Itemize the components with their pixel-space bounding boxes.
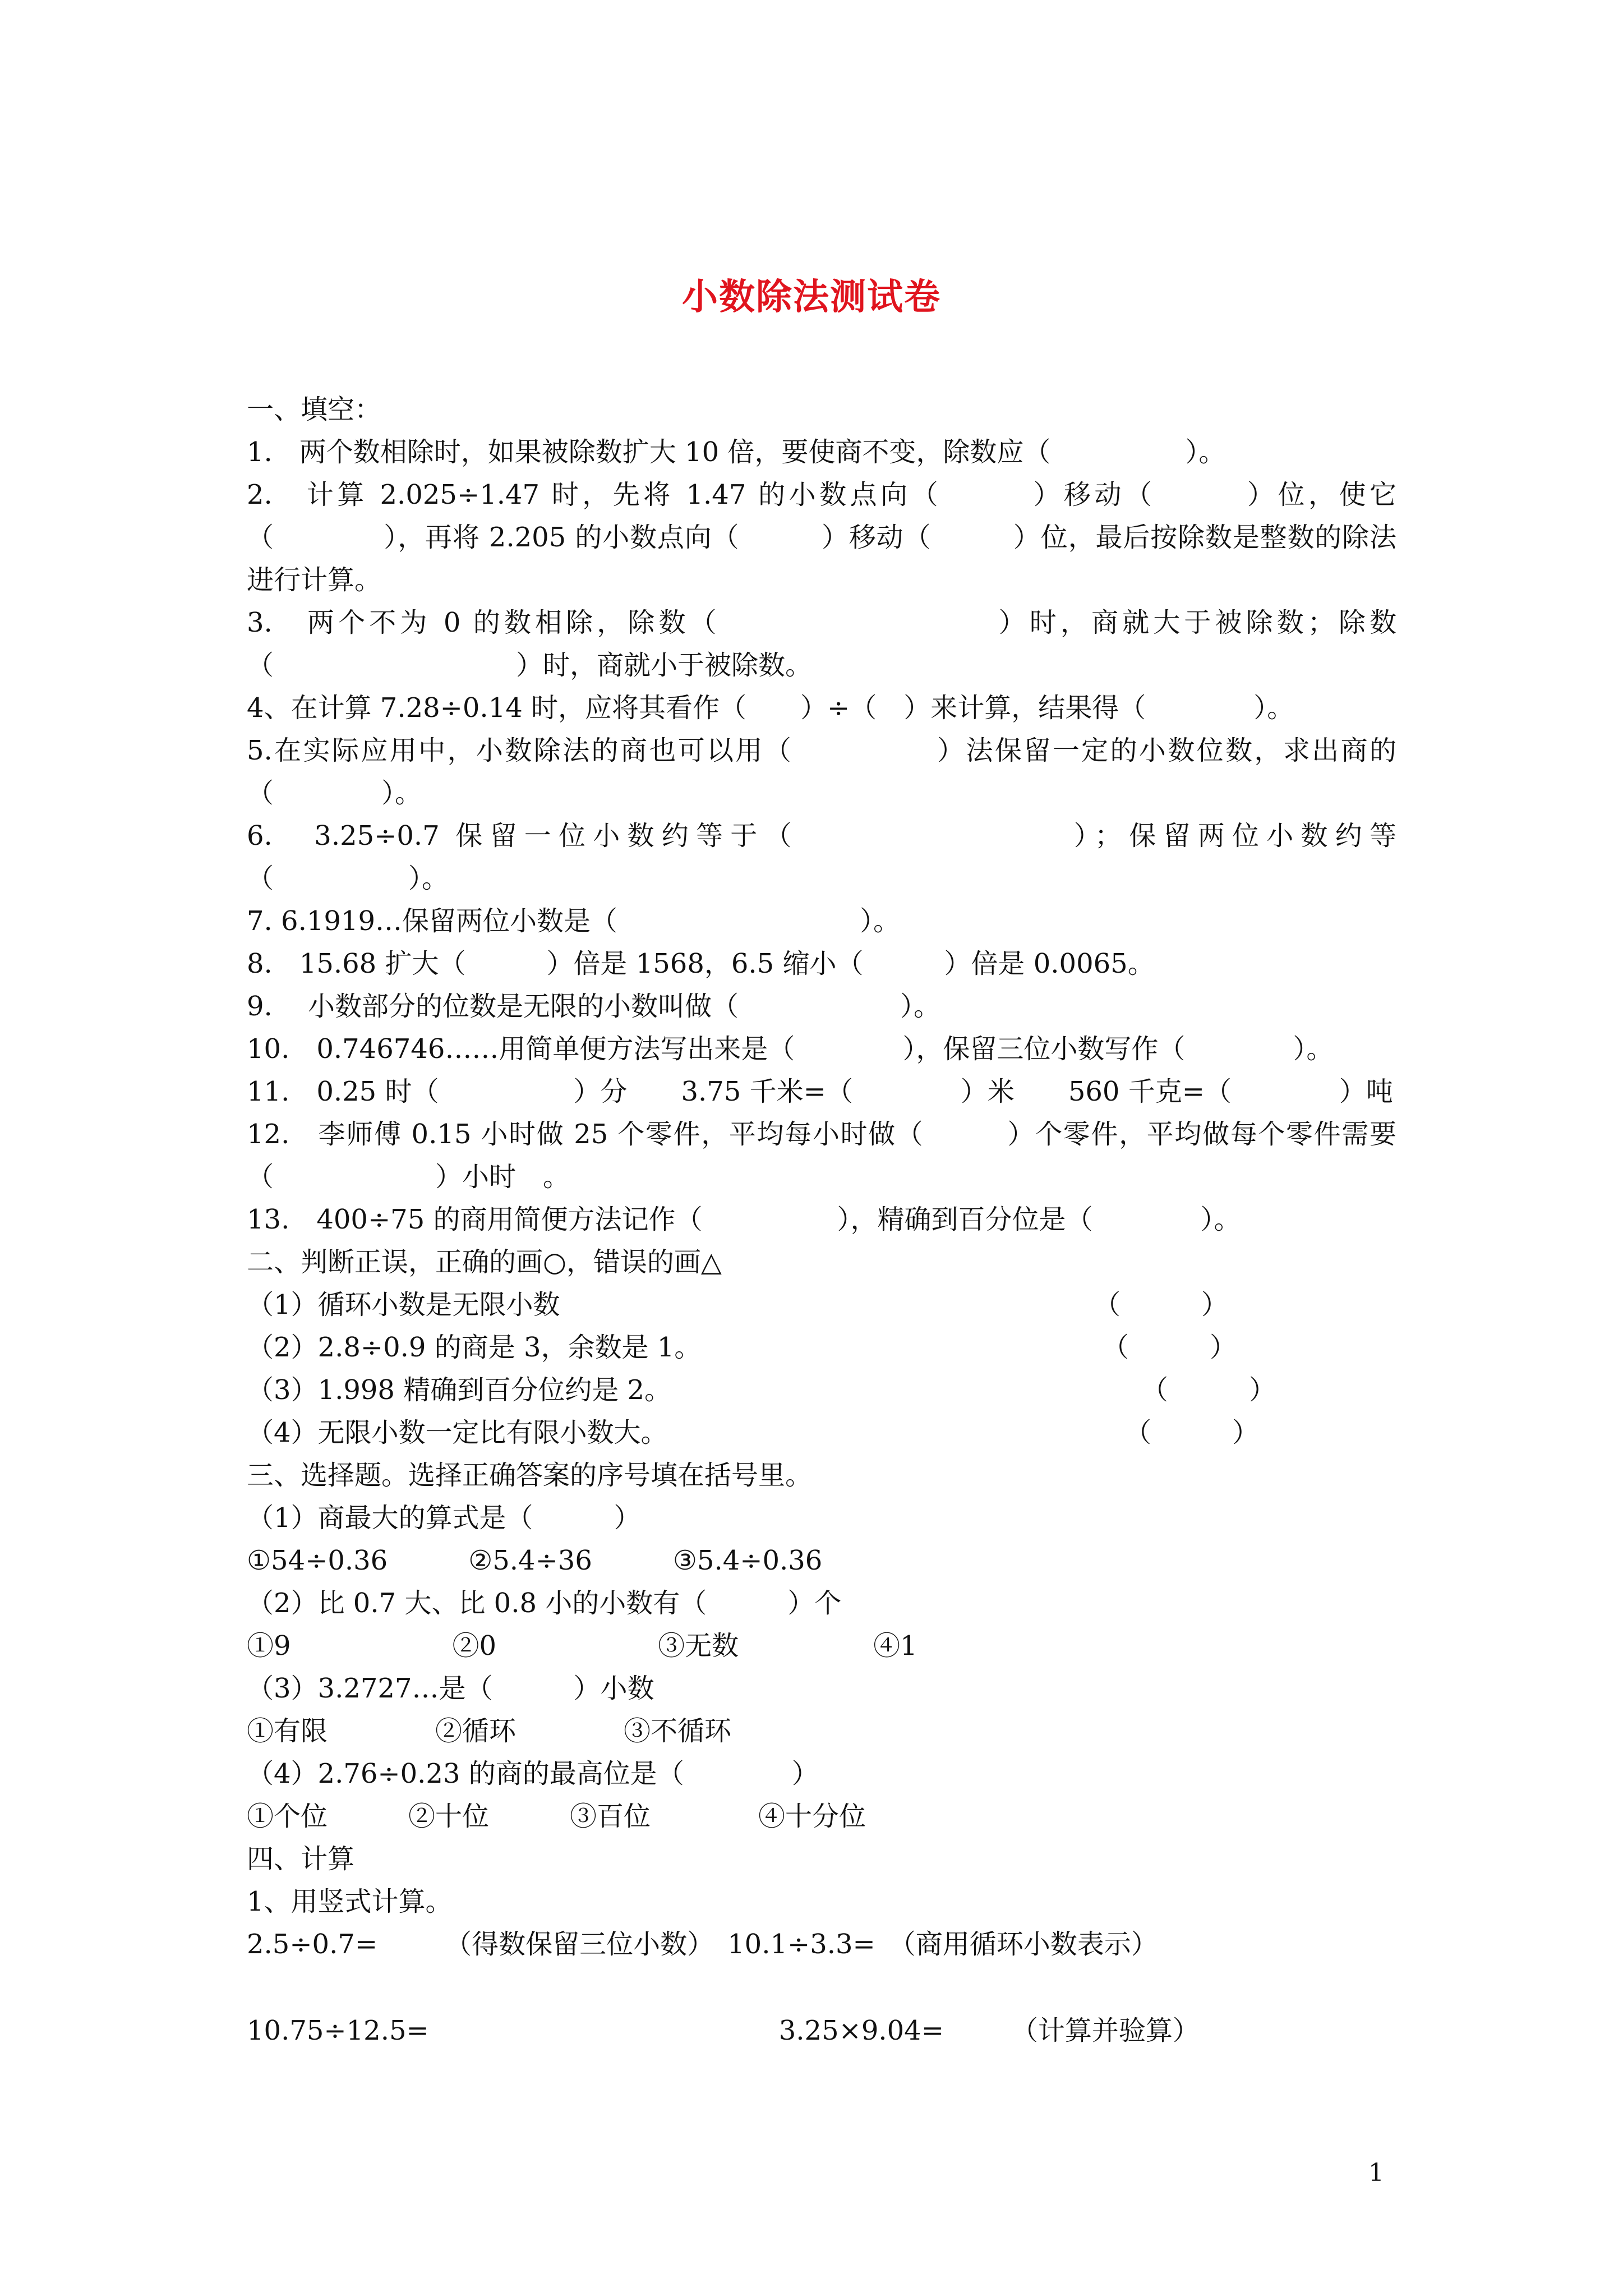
question-line: 9. 小数部分的位数是无限的小数叫做（ ）。 bbox=[247, 991, 941, 1022]
question-line: 11. 0.25 时（ ）分 3.75 千米=（ ）米 560 千克=（ ）吨 bbox=[247, 1076, 1393, 1107]
question-line: （ ）小时 。 bbox=[247, 1161, 570, 1193]
question-line: （ ），再将 2.205 的小数点向（ ）移动（ ）位，最后按除数是整数的除法 bbox=[247, 522, 1396, 553]
question-line: 进行计算。 bbox=[247, 564, 382, 596]
sub-heading: 1、用竖式计算。 bbox=[247, 1886, 453, 1917]
question-line: 12. 李师傅 0.15 小时做 25 个零件，平均每小时做（ ）个零件，平均做每个零件需要 bbox=[247, 1119, 1396, 1150]
choice-question: （3）3.2727…是（ ）小数 bbox=[247, 1673, 654, 1704]
section-heading: 二、判断正误，正确的画○，错误的画△ bbox=[247, 1246, 722, 1278]
question-line: 6. 3.25÷0.7 保留一位小数约等于（ ）；保留两位小数约等 bbox=[247, 820, 1396, 852]
question-line: 4、在计算 7.28÷0.14 时，应将其看作（ ）÷（ ）来计算，结果得（ ）。 bbox=[247, 692, 1294, 724]
section-heading: 三、选择题。选择正确答案的序号填在括号里。 bbox=[247, 1460, 813, 1491]
question-line: 5.在实际应用中，小数除法的商也可以用（ ）法保留一定的小数位数，求出商的 bbox=[247, 735, 1396, 766]
judge-item: （3）1.998 精确到百分位约是 2。 bbox=[247, 1374, 672, 1406]
section-heading: 一、填空： bbox=[247, 394, 382, 425]
choice-question: （1）商最大的算式是（ ） bbox=[247, 1502, 641, 1534]
choice-options: ①个位 ②十位 ③百位 ④十分位 bbox=[247, 1801, 866, 1832]
question-line: 8. 15.68 扩大（ ）倍是 1568，6.5 缩小（ ）倍是 0.0065。 bbox=[247, 948, 1155, 979]
choice-question: （4）2.76÷0.23 的商的最高位是（ ） bbox=[247, 1758, 819, 1789]
question-line: 13. 400÷75 的商用简便方法记作（ ），精确到百分位是（ ）。 bbox=[247, 1204, 1241, 1235]
answer-bracket: （ ） bbox=[1102, 1332, 1237, 1363]
section-heading: 四、计算 bbox=[247, 1843, 355, 1875]
choice-options: ①有限 ②循环 ③不循环 bbox=[247, 1715, 732, 1747]
question-line: 2. 计算 2.025÷1.47 时，先将 1.47 的小数点向（ ）移动（ ）位，使它 bbox=[247, 479, 1396, 510]
calc-line: 2.5÷0.7= （得数保留三位小数） 10.1÷3.3= （商用循环小数表示） bbox=[247, 1929, 1158, 1960]
question-line: 3. 两个不为 0 的数相除，除数（ ）时，商就大于被除数；除数 bbox=[247, 607, 1396, 638]
question-line: 10. 0.746746……用简单便方法写出来是（ ），保留三位小数写作（ ）。 bbox=[247, 1033, 1334, 1065]
answer-bracket: （ ） bbox=[1094, 1289, 1229, 1320]
question-line: （ ）时，商就小于被除数。 bbox=[247, 650, 813, 681]
choice-options: ①54÷0.36 ②5.4÷36 ③5.4÷0.36 bbox=[247, 1545, 823, 1576]
answer-bracket: （ ） bbox=[1124, 1417, 1260, 1448]
page-number: 1 bbox=[1368, 2159, 1384, 2187]
question-line: （ ）。 bbox=[247, 777, 422, 809]
question-line: （ ）。 bbox=[247, 863, 449, 894]
question-line: 7. 6.1919…保留两位小数是（ ）。 bbox=[247, 905, 901, 937]
page-title: 小数除法测试卷 bbox=[682, 276, 941, 318]
question-line: 1. 两个数相除时，如果被除数扩大 10 倍，要使商不变，除数应（ ）。 bbox=[247, 436, 1226, 468]
choice-options: ①9 ②0 ③无数 ④1 bbox=[247, 1630, 917, 1662]
choice-question: （2）比 0.7 大、比 0.8 小的小数有（ ）个 bbox=[247, 1588, 842, 1619]
judge-item: （1）循环小数是无限小数 bbox=[247, 1289, 560, 1320]
answer-bracket: （ ） bbox=[1141, 1374, 1276, 1406]
judge-item: （2）2.8÷0.9 的商是 3，余数是 1。 bbox=[247, 1332, 702, 1363]
calc-line: 10.75÷12.5= 3.25×9.04= （计算并验算） bbox=[247, 2015, 1200, 2046]
judge-item: （4）无限小数一定比有限小数大。 bbox=[247, 1417, 668, 1448]
